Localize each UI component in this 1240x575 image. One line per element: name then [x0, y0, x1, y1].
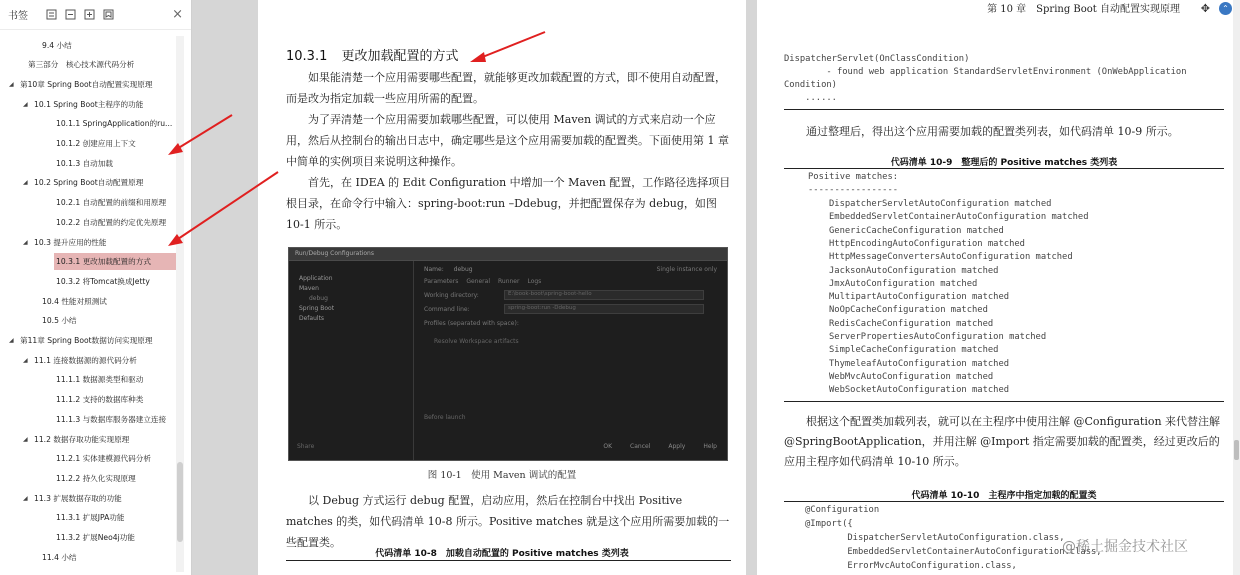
command-line-label: Command line:: [424, 306, 470, 313]
sidebar-scrollbar[interactable]: [176, 36, 184, 572]
toc-item-label: 10.1 Spring Boot主程序的功能: [34, 99, 144, 109]
code-line: DispatcherServlet(OnClassCondition): [784, 54, 970, 64]
positive-match-line: EmbeddedServletContainerAutoConfiguration matched: [829, 212, 1089, 223]
listing-rule: [286, 560, 731, 561]
toc-item-label: 第10章 Spring Boot自动配置实现原理: [20, 79, 153, 89]
document-scroll-thumb[interactable]: [1234, 440, 1239, 460]
intro-paragraph: 通过整理后，得出这个应用需要加载的配置类列表，如代码清单 10-9 所示。: [806, 125, 1179, 138]
toc-item[interactable]: [0, 115, 176, 133]
after-paragraph: 根据这个配置类加载列表，就可以在主程序中使用注解 @Configuration 来代替注解 @SpringBootApplication，并用注解 @Import 指定需要加载的配置类，经过更改后的应用主程序如代码清单 10-10 所示。: [784, 415, 1221, 468]
expand-all-icon[interactable]: [46, 9, 57, 20]
tree-item-spring-boot[interactable]: Spring Boot: [299, 305, 335, 312]
tab-parameters[interactable]: Parameters: [424, 278, 459, 285]
pdf-page-left: [258, 0, 746, 575]
positive-match-line: WebSocketAutoConfiguration matched: [829, 385, 1010, 396]
config-tree: [289, 261, 414, 460]
toc-item-label: 10.3.1 更改加载配置的方式: [54, 253, 176, 270]
toc-item[interactable]: [0, 253, 176, 271]
toc-item-label: 10.1.3 自动加载: [56, 158, 113, 168]
share-checkbox[interactable]: Share: [297, 443, 315, 450]
code-line: @Configuration: [805, 505, 880, 515]
paragraph-3: 首先，在 IDEA 的 Edit Configuration 中增加一个 Maven 配置，工作路径选择项目根目录，在命令行中输入：spring-boot:run –Ddebug，并把配置保存为 debug，如图 10-1 所示。: [286, 176, 731, 231]
add-bookmark-icon[interactable]: [84, 9, 95, 20]
expand-arrow-icon[interactable]: ◢: [9, 80, 14, 88]
positive-match-line: MultipartAutoConfiguration matched: [829, 292, 1010, 303]
expand-arrow-icon[interactable]: ◢: [23, 356, 28, 364]
positive-match-line: HttpMessageConvertersAutoConfiguration matched: [829, 252, 1073, 263]
toc-item-label: 10.5 小结: [42, 316, 77, 326]
sidebar-header: [0, 0, 191, 30]
toc-item[interactable]: [0, 292, 176, 310]
toc-item[interactable]: [0, 391, 176, 409]
running-header: 第 10 章 Spring Boot 自动配置实现原理: [987, 4, 1180, 15]
working-dir-label: Working directory:: [424, 292, 479, 299]
toc-item-label: 11.2 数据存取功能实现原理: [34, 434, 130, 444]
cancel-button[interactable]: Cancel: [630, 443, 651, 450]
tab-general[interactable]: General: [466, 278, 490, 285]
toc-item-label: 11.3 扩展数据存取的功能: [34, 493, 122, 503]
positive-match-line: SimpleCacheConfiguration matched: [829, 345, 999, 356]
section-name: 更改加载配置的方式: [341, 49, 459, 64]
help-button[interactable]: Help: [703, 443, 717, 450]
toc-item-label: 10.2 Spring Boot自动配置原理: [34, 178, 144, 188]
positive-match-line: GenericCacheConfiguration matched: [829, 225, 1004, 236]
paragraph-2: 为了弄清楚一个应用需要加载哪些配置，可以使用 Maven 调试的方式来启动一个应用，然后从控制台的输出日志中，确定哪些是这个应用需要加载的配置类。下面使用第 1 章中简单的实例项目来说明这种操作。: [286, 113, 729, 168]
section-title: [286, 45, 459, 64]
toc-item[interactable]: [0, 332, 176, 350]
move-icon[interactable]: ✥: [1200, 2, 1210, 15]
toc-item[interactable]: [0, 272, 176, 290]
code-line: DispatcherServletAutoConfiguration.class,: [805, 533, 1065, 543]
positive-match-line: RedisCacheConfiguration matched: [829, 318, 994, 329]
toc-item[interactable]: [0, 450, 176, 468]
toc-item-label: 10.1.2 创建应用上下文: [56, 139, 136, 148]
expand-arrow-icon[interactable]: ◢: [23, 494, 28, 502]
command-line-input[interactable]: spring-boot:run -Ddebug: [504, 304, 704, 314]
dialog-buttons: [603, 443, 717, 450]
listing-10-8-title: 代码清单 10-8 加载自动配置的 Positive matches 类列表: [375, 549, 629, 559]
section-number: 10.3.1: [286, 49, 328, 64]
tree-item-application[interactable]: Application: [299, 275, 333, 282]
dialog-tabs: [424, 278, 541, 285]
sidebar-title: 书签: [8, 11, 28, 22]
code-line: ......: [784, 93, 837, 103]
toc-item-label: 10.3 提升应用的性能: [34, 237, 107, 247]
toc-item[interactable]: [0, 194, 176, 212]
expand-arrow-icon[interactable]: ◢: [23, 100, 28, 108]
toc-item[interactable]: [0, 75, 176, 93]
toc-item[interactable]: [0, 371, 176, 389]
listing-10-10-rule: [784, 501, 1224, 502]
positive-match-line: JmxAutoConfiguration matched: [829, 278, 978, 289]
before-launch-label: Before launch: [424, 414, 466, 421]
toc-item-label: 10.1.1 SpringApplication的ru...: [56, 119, 173, 129]
code-line: - found web application StandardServletEnvironment (OnWebApplication: [784, 67, 1187, 77]
toc-item[interactable]: [0, 56, 176, 74]
toc-item-label: 11.1.2 支持的数据库种类: [56, 395, 144, 405]
bookmark-sidebar: [0, 0, 192, 575]
positive-match-line: DispatcherServletAutoConfiguration matched: [829, 199, 1052, 209]
expand-arrow-icon[interactable]: ◢: [23, 238, 28, 246]
toc-item[interactable]: [0, 312, 176, 330]
toc-item-label: 10.2.2 自动配置的约定优先原理: [56, 217, 167, 227]
paragraph-1: 如果能清楚一个应用需要哪些配置，就能够更改加载配置的方式，即不使用自动配置，而是改为指定加载一些应用所需的配置。: [286, 71, 726, 105]
toc-item[interactable]: [0, 469, 176, 487]
toc-item-label: 11.2.2 持久化实现原理: [56, 473, 136, 483]
toc-item[interactable]: [0, 174, 176, 192]
toc-item[interactable]: [0, 509, 176, 527]
sidebar-scroll-thumb[interactable]: [177, 462, 183, 542]
name-label: Name: debug: [424, 266, 473, 273]
close-sidebar-icon[interactable]: ×: [172, 7, 183, 22]
figure-caption: 图 10-1 使用 Maven 调试的配置: [427, 470, 577, 481]
ok-button[interactable]: OK: [603, 443, 613, 450]
toc-item-label: 11.1 连接数据源的源代码分析: [34, 355, 137, 365]
tab-logs[interactable]: Logs: [527, 278, 542, 285]
toc-item[interactable]: [0, 36, 176, 54]
toc-item[interactable]: [0, 548, 176, 566]
positive-match-line: JacksonAutoConfiguration matched: [829, 265, 999, 276]
code-line: Condition): [784, 80, 837, 90]
watermark: @稀土掘金技术社区: [1062, 539, 1188, 555]
toc-item[interactable]: [0, 213, 176, 231]
toc-item-label: 第11章 Spring Boot数据访问实现原理: [20, 336, 153, 345]
tree-item-maven[interactable]: Maven: [299, 285, 319, 292]
toc-item-label: 11.4 小结: [42, 552, 77, 562]
toc-item[interactable]: [0, 410, 176, 428]
toc-item[interactable]: [0, 95, 176, 113]
toc-item[interactable]: [0, 529, 176, 547]
listing-10-9-end-rule: [784, 401, 1224, 402]
toc-item[interactable]: [0, 154, 176, 172]
positive-match-line: HttpEncodingAutoConfiguration matched: [829, 238, 1025, 249]
listing-10-10-title: 代码清单 10-10 主程序中指定加载的配置类: [911, 491, 1097, 501]
profiles-label: Profiles (separated with space):: [424, 320, 519, 327]
listing-separator: -----------------: [808, 185, 899, 195]
toc-item-label: 11.2.1 实体建模源代码分析: [56, 454, 151, 464]
code-line: @Import({: [805, 519, 853, 529]
toc-item-label: 10.2.1 自动配置的前缀和用原理: [56, 198, 167, 208]
toc-item-label: 11.3.1 扩展JPA功能: [56, 513, 125, 523]
listing-header: Positive matches:: [808, 172, 899, 182]
single-instance-checkbox[interactable]: Single instance only: [656, 266, 717, 273]
toc-item[interactable]: [0, 430, 176, 448]
paragraph-4: 以 Debug 方式运行 debug 配置，启动应用，然后在控制台中找出 Positive matches 的类，如代码清单 10-8 所示。Positive matches 就是这个应用所需要加载的一些配置类。: [286, 494, 730, 549]
working-dir-input[interactable]: E:\book-boot\spring-boot-hello: [504, 290, 704, 300]
toc-item[interactable]: [0, 135, 176, 153]
bookmark-options-icon[interactable]: [103, 9, 114, 20]
expand-arrow-icon[interactable]: ◢: [9, 337, 14, 344]
dialog-title: Run/Debug Configurations: [295, 250, 374, 257]
toc-item-label: 9.4 小结: [42, 40, 72, 50]
tree-item-defaults[interactable]: Defaults: [299, 315, 325, 322]
apply-button[interactable]: Apply: [668, 443, 686, 450]
code-line: EmbeddedServletContainerAutoConfiguration.class,: [805, 547, 1102, 557]
pdf-page-right: [757, 0, 1240, 575]
toc-item-label: 11.1.1 数据源类型和驱动: [56, 375, 144, 385]
toc-item[interactable]: [0, 351, 176, 369]
maven-config-screenshot: [288, 247, 728, 461]
top-code-rule: [784, 109, 1224, 110]
tree-item-debug[interactable]: debug: [309, 295, 328, 302]
toc-item-label: 10.4 性能对照测试: [42, 296, 107, 306]
toc-item[interactable]: [0, 489, 176, 507]
toc-item[interactable]: [0, 233, 176, 251]
code-line: ErrorMvcAutoConfiguration.class,: [805, 561, 1017, 571]
collapse-all-icon[interactable]: [65, 9, 76, 20]
positive-match-line: WebMvcAutoConfiguration matched: [829, 371, 994, 382]
toc-item-label: 11.3.2 扩展Neo4j功能: [56, 533, 135, 542]
positive-match-line: ThymeleafAutoConfiguration matched: [829, 358, 1010, 369]
scroll-up-icon[interactable]: ⌃: [1219, 2, 1232, 15]
tab-runner[interactable]: Runner: [498, 278, 520, 285]
resolve-workspace-checkbox[interactable]: Resolve Workspace artifacts: [434, 338, 519, 345]
positive-match-line: NoOpCacheConfiguration matched: [829, 305, 988, 316]
expand-arrow-icon[interactable]: ◢: [23, 435, 28, 443]
document-scrollbar[interactable]: [1233, 0, 1240, 575]
expand-arrow-icon[interactable]: ◢: [23, 179, 28, 187]
toc-item-label: 11.1.3 与数据库服务器建立连接: [56, 414, 167, 424]
positive-match-line: ServerPropertiesAutoConfiguration matched: [829, 332, 1047, 342]
listing-10-9-rule: [784, 168, 1224, 169]
toc-item-label: 第三部分 核心技术源代码分析: [28, 60, 135, 70]
toc-item-label: 10.3.2 将Tomcat换成Jetty: [56, 276, 150, 286]
listing-10-9-title: 代码清单 10-9 整理后的 Positive matches 类列表: [890, 158, 1118, 168]
